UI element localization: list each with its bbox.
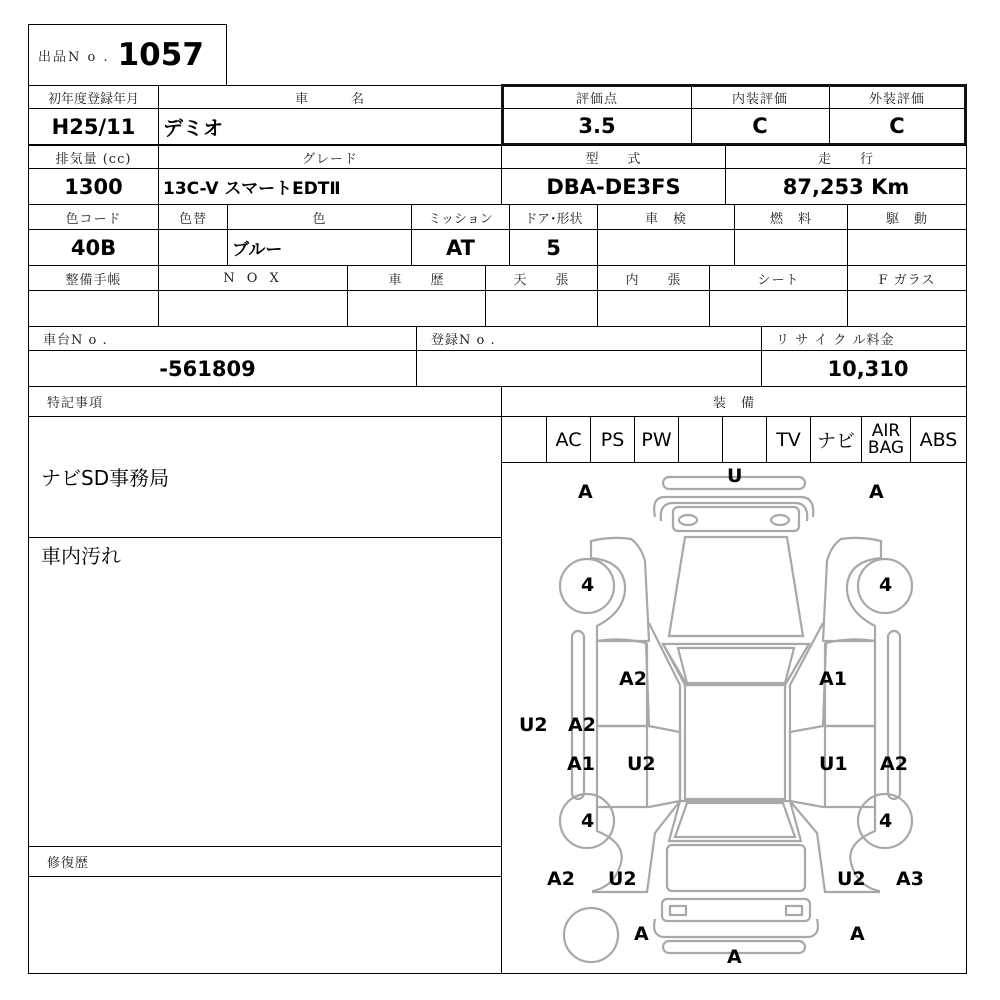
history-value — [347, 290, 486, 327]
recycle-fee-label: リ サ イ ク ル料金 — [761, 326, 967, 351]
displacement-value: 1300 — [28, 168, 159, 205]
roof — [685, 685, 785, 799]
equipment-navi: ナビ — [811, 417, 862, 462]
taillight-right — [786, 906, 802, 915]
notes-body-2 — [28, 537, 502, 847]
transmission-label: ミッション — [411, 204, 510, 230]
equipment-label: 装 備 — [501, 386, 967, 417]
first-registration-label: 初年度登録年月 — [28, 85, 159, 109]
mark-rear-right-corner: A — [850, 923, 865, 945]
equipment-airbag — [862, 417, 911, 462]
equipment-slot-blank-2 — [679, 417, 723, 462]
doors-label: ドア･形状 — [509, 204, 598, 230]
hood — [669, 537, 803, 636]
score-value: 3.5 — [503, 108, 692, 144]
equipment-abs: ABS — [919, 428, 958, 451]
equipment-tv: TV — [767, 417, 811, 462]
color-change-label: 色替 — [158, 204, 228, 230]
nox-label: N O X — [158, 265, 348, 291]
rear-window-inner — [675, 803, 795, 837]
spare-tire — [564, 908, 618, 962]
mark-right-sill: A2 — [880, 753, 908, 775]
listing-number-value: 1057 — [117, 37, 204, 73]
exterior-grade-label: 外装評価 — [829, 86, 965, 109]
listing-number-box — [28, 24, 227, 85]
model-code-value: DBA-DE3FS — [501, 168, 726, 205]
nox-value — [158, 290, 348, 327]
chassis-no-label: 車台N o . — [28, 326, 417, 351]
mark-front-left-tire: 4 — [581, 574, 595, 596]
mark-rear-right-quarter-outer: A3 — [896, 868, 924, 890]
color-change-value — [158, 229, 228, 266]
mark-front-left-corner: A — [578, 481, 593, 503]
fuel-value — [734, 229, 848, 266]
grade-value: 13C-V スマートEDTⅡ — [158, 168, 502, 205]
inspection-value — [597, 229, 735, 266]
doors-value: 5 — [509, 229, 598, 266]
mark-rear-right-tire: 4 — [879, 810, 893, 832]
grade-label: グレード — [158, 145, 502, 169]
equipment-slot-blank-1 — [502, 417, 547, 462]
history-label: 車 歴 — [347, 265, 486, 291]
registration-no-value — [416, 350, 762, 387]
inspection-label: 車 検 — [597, 204, 735, 230]
right-front-fender — [823, 538, 881, 641]
equipment-pw: PW — [635, 417, 679, 462]
front-grille — [673, 507, 799, 531]
car-name-value: デミオ — [158, 108, 502, 145]
chassis-no-value: -561809 — [28, 350, 417, 387]
color-label: 色 — [227, 204, 412, 230]
mark-rear-left-corner: A — [634, 923, 649, 945]
repair-history-body — [28, 876, 502, 974]
displacement-label: 排気量 (cc) — [28, 145, 159, 169]
notes-line-2: 車内汚れ — [41, 544, 121, 568]
exterior-grade-value: C — [889, 114, 905, 138]
equipment-row — [501, 416, 967, 463]
mark-left-pillar: A2 — [568, 714, 596, 736]
equipment-ps: PS — [591, 417, 635, 462]
seat-value — [709, 290, 848, 327]
repair-history-label: 修復歴 — [28, 846, 502, 877]
damage-map — [501, 462, 967, 974]
mark-front-top: U — [727, 465, 743, 487]
mark-left-rear-lower: A1 — [567, 753, 595, 775]
mark-rear-right-quarter: U2 — [837, 868, 866, 890]
color-code-label: 色コード — [28, 204, 159, 230]
mark-rear-left-quarter-outer: A2 — [547, 868, 575, 890]
color-code-value: 40B — [28, 229, 159, 266]
rear-window — [669, 801, 801, 841]
mark-front-right-tire: 4 — [879, 574, 893, 596]
maintenance-book-value — [28, 290, 159, 327]
model-code-label: 型 式 — [501, 145, 726, 169]
interior-grade-label: 内装評価 — [691, 86, 830, 109]
equipment-ac: AC — [547, 417, 591, 462]
car-name-label: 車 名 — [158, 85, 502, 109]
headlight-left — [679, 515, 697, 525]
transmission-value: AT — [411, 229, 510, 266]
mark-front-right-corner: A — [869, 481, 884, 503]
listing-number-label: 出品N o . — [38, 49, 110, 65]
color-value: ブルー — [227, 229, 412, 266]
mark-rear-bottom: A — [727, 946, 742, 968]
notes-label: 特記事項 — [28, 386, 502, 417]
front-glass-label: F ガラス — [847, 265, 967, 291]
mark-right-rear-door: U1 — [819, 753, 848, 775]
drive-value — [847, 229, 967, 266]
front-glass-value — [847, 290, 967, 327]
registration-no-label: 登録N o . — [416, 326, 762, 351]
equipment-airbag-text: AIR BAG — [867, 420, 905, 458]
taillight-left — [670, 906, 686, 915]
interior-grade-value: C — [691, 108, 830, 144]
fuel-label: 燃 料 — [734, 204, 848, 230]
score-label: 評価点 — [503, 86, 692, 109]
headlight-right — [771, 515, 789, 525]
windshield-inner — [678, 648, 794, 683]
mileage-label: 走 行 — [725, 145, 967, 169]
left-front-fender — [591, 538, 649, 641]
drive-label: 駆 動 — [847, 204, 967, 230]
rear-hatch — [667, 845, 805, 891]
headliner-label: 天 張 — [485, 265, 598, 291]
rear-garnish — [662, 899, 810, 921]
mark-left-rear-door: U2 — [627, 753, 656, 775]
notes-line-1: ナビSD事務局 — [41, 466, 170, 490]
notes-body — [28, 416, 502, 538]
seat-label: シート — [709, 265, 848, 291]
mark-rear-left-tire: 4 — [581, 810, 595, 832]
first-registration-value: H25/11 — [28, 108, 159, 145]
mark-left-sill: U2 — [519, 714, 548, 736]
interior-trim-value — [597, 290, 710, 327]
interior-trim-label: 内 張 — [597, 265, 710, 291]
mark-right-front-door: A1 — [819, 668, 847, 690]
maintenance-book-label: 整備手帳 — [28, 265, 159, 291]
front-bumper-inner — [661, 503, 808, 521]
a-pillar-right — [785, 623, 823, 685]
recycle-fee-value: 10,310 — [761, 350, 967, 387]
mark-rear-left-quarter: U2 — [608, 868, 637, 890]
headliner-value — [485, 290, 598, 327]
equipment-slot-blank-3 — [723, 417, 767, 462]
mileage-value: 87,253 Km — [725, 168, 967, 205]
mark-left-front-door: A2 — [619, 668, 647, 690]
